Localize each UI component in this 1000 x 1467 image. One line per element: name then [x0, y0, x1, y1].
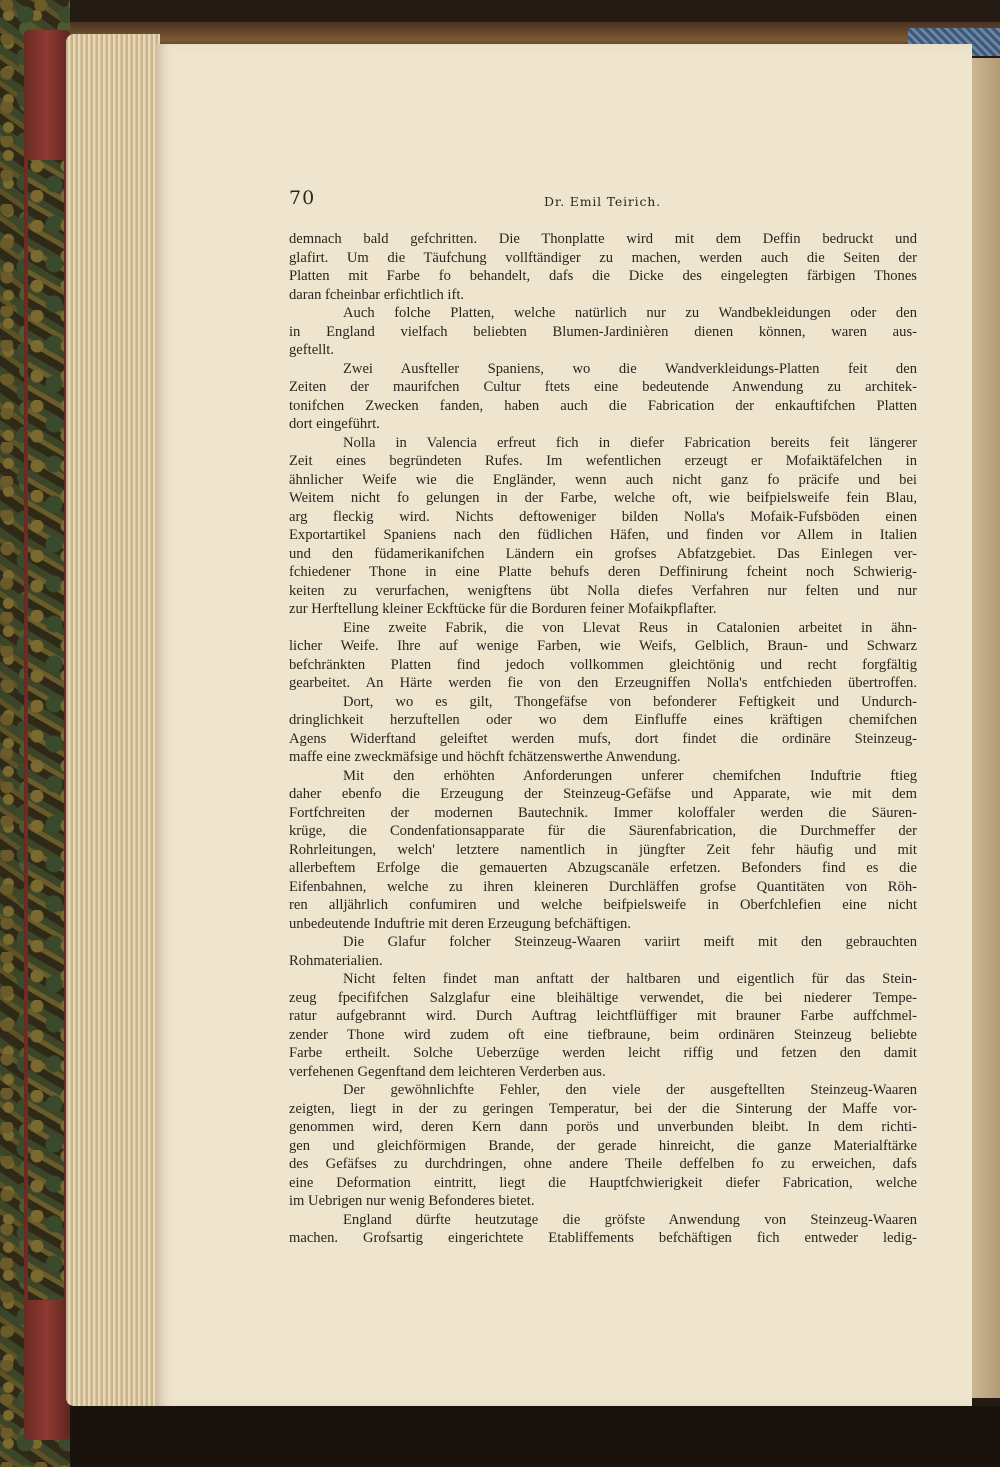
marbled-board	[28, 160, 64, 1300]
text-line: England dürfte heutzutage die gröfste Anwendung von Steinzeug-Waaren	[343, 1211, 917, 1228]
text-line: Zeiten der maurifchen Cultur ftets eine bedeutende Anwendung zu architek-	[289, 379, 917, 395]
page-stack-edges	[66, 34, 160, 1406]
text-line: Nicht felten findet man anftatt der haltbaren und eigentlich für das Stein-	[343, 971, 917, 987]
text-line: krüge, die Condenfationsapparate für die Säurenfabrication, die Durchmeffer der	[289, 823, 917, 839]
text-line: maffe eine zweckmäfsige und höchft fchätzenswerthe Anwendung.	[289, 749, 681, 765]
text-line: zeug fpecififchen Salzglafur eine bleihältige verwendet, die bei niederer Tempe-	[289, 989, 917, 1006]
text-line: Zwei Ausfteller Spaniens, wo die Wandverkleidungs-Platten feit den	[343, 360, 917, 377]
running-head: Dr. Emil Teirich.	[544, 194, 661, 209]
text-line: Die Glafur folcher Steinzeug-Waaren variirt meift mit den gebrauchten	[343, 934, 917, 950]
facing-page-edge	[970, 58, 1000, 1398]
text-line: Eine zweite Fabrik, die von Llevat Reus in Catalonien arbeitet in ähn-	[343, 619, 917, 636]
text-line: unbedeutende Induftrie mit deren Erzeugung befchäftigen.	[289, 915, 631, 932]
text-line: verfehenen Gegenftand dem leichteren Verderben aus.	[289, 1063, 606, 1080]
text-line: Mit den erhöhten Anforderungen unferer chemifchen Induftrie ftieg	[343, 767, 917, 784]
text-line: glafirt. Um die Täufchung vollftändiger zu machen, werden auch die Seiten der	[289, 249, 917, 266]
text-line: zur Herftellung kleiner Eckftücke für die Borduren feiner Mofaikpflafter.	[289, 601, 717, 617]
text-line: licher Weife. Ihre auf wenige Farben, wie Weifs, Gelblich, Braun- und Schwarz	[289, 638, 917, 654]
text-line: eine Deformation eintritt, liegt die Hauptfchwierigkeit diefer Fabrication, welche	[289, 1174, 917, 1191]
book-spine-cover	[24, 30, 70, 1440]
text-line: genommen wird, deren Kern dann porös und unverbunden bleibt. In dem richti-	[289, 1119, 917, 1135]
text-line: ren alljährlich confumiren und welche beifpielsweife in Oberfchlefien eine nicht	[289, 897, 917, 913]
text-line: des Gefäfses zu durchdringen, ohne andere Theile deffelben fo zu erweichen, dafs	[289, 1156, 917, 1172]
book-bottom-shadow	[70, 1406, 1000, 1467]
text-line: Weitem nicht fo gelungen in der Farbe, welche oft, wie beifpielsweife fein Blau,	[289, 490, 917, 506]
text-line: ähnlicher Weife wie die Engländer, wenn auch nicht ganz fo präcife und bei	[289, 471, 917, 488]
text-line: arg fleckig wird. Nichts deftoweniger bilden Nolla's Mofaik-Fufsböden einen	[289, 508, 917, 525]
text-line: demnach bald gefchritten. Die Thonplatte wird mit dem Deffin bedruckt und	[289, 231, 917, 247]
text-line: daran fcheinbar erfichtlich ift.	[289, 286, 465, 303]
text-line: ratur aufgebrannt wird. Durch Auftrag leichtflüffiger mit brauner Farbe auffchmel-	[289, 1008, 917, 1024]
text-line: zeigten, liegt in der zu geringen Temperatur, bei der die Sinterung der Maffe vor-	[289, 1100, 917, 1117]
text-line: Fortfchreiten der modernen Bautechnik. Immer koloffaler werden die Säuren-	[289, 804, 917, 821]
text-line: Dort, wo es gilt, Thongefäfse von befonderer Feftigkeit und Undurch-	[343, 693, 917, 710]
text-line: daher ebenfo die Erzeugung der Steinzeug-Gefäfse und Apparate, wie mit dem	[289, 786, 917, 802]
page-number: 70	[289, 187, 316, 209]
text-line: Nolla in Valencia erfreut fich in diefer Fabrication bereits feit längerer	[343, 434, 917, 451]
text-line: tonifchen Zwecken fanden, haben auch die Fabrication der enkauftifchen Platten	[289, 397, 917, 414]
text-line: allerbeftem Erfolge die gemauerten Abzugscanäle erfetzen. Befonders find es die	[289, 860, 917, 876]
text-line: befchränkten Platten find jedoch vollkommen gleichtönig und recht forgfältig	[289, 656, 917, 673]
text-line: Zeit eines begründeten Rufes. Im wefentlichen erzeugt er Mofaiktäfelchen in	[289, 453, 917, 469]
text-line: und den füdamerikanifchen Ländern ein grofses Abfatzgebiet. Das Einlegen ver-	[289, 545, 917, 562]
text-line: Exportartikel Spaniens nach den füdlichen Häfen, und finden vor Allem in Italien	[289, 527, 917, 543]
text-line: machen. Grofsartig eingerichtete Etabliffements befchäftigen fich entweder ledig-	[289, 1230, 917, 1246]
text-line: Auch folche Platten, welche natürlich nur zu Wandbekleidungen oder den	[343, 305, 917, 321]
text-line: Rohmaterialien.	[289, 952, 383, 969]
text-line: dringlichkeit herzuftellen oder wo dem Einfluffe eines kräftigen chemifchen	[289, 712, 917, 728]
text-line: Farbe ertheilt. Solche Ueberzüge werden leicht riffig und fetzen den damit	[289, 1045, 917, 1061]
text-line: gen und gleichförmigen Brande, der gerade hinreicht, die ganze Materialftärke	[289, 1137, 917, 1154]
text-line: dort eingeführt.	[289, 416, 380, 432]
text-line: Der gewöhnlichfte Fehler, den viele der ausgeftellten Steinzeug-Waaren	[343, 1082, 917, 1098]
text-line: Eifenbahnen, welche zu ihren kleineren Durchläffen grofse Quantitäten von Röh-	[289, 878, 917, 895]
text-line: zender Thone wird zudem oft eine tiefbraune, beim ordinären Steinzeug beliebte	[289, 1026, 917, 1043]
text-line: im Uebrigen nur wenig Befonderes bietet.	[289, 1193, 535, 1209]
text-line: Platten mit Farbe fo behandelt, dafs die Dicke des eingelegten färbigen Thones	[289, 268, 917, 284]
body-text	[289, 230, 917, 1248]
text-line: geftellt.	[289, 342, 334, 358]
text-line: Rohrleitungen, welch' letztere namentlich in jüngfter Zeit fehr häufig und mit	[289, 841, 917, 858]
text-line: fchiedener Thone in eine Platte behufs deren Deffinirung fcheint noch Schwierig-	[289, 564, 917, 580]
text-line: gearbeitet. An Härte werden fie von den Erzeugniffen Nolla's entfchieden übertroffen.	[289, 675, 917, 691]
page-header	[289, 187, 917, 217]
text-line: Agens Widerftand geleiftet werden mufs, dort findet die ordinäre Steinzeug-	[289, 730, 917, 747]
text-line: keiten zu verurfachen, wenigftens übt Nolla diefes Verfahren nur felten und nur	[289, 582, 917, 599]
text-line: in England vielfach beliebten Blumen-Jardinièren dienen können, waren aus-	[289, 323, 917, 340]
